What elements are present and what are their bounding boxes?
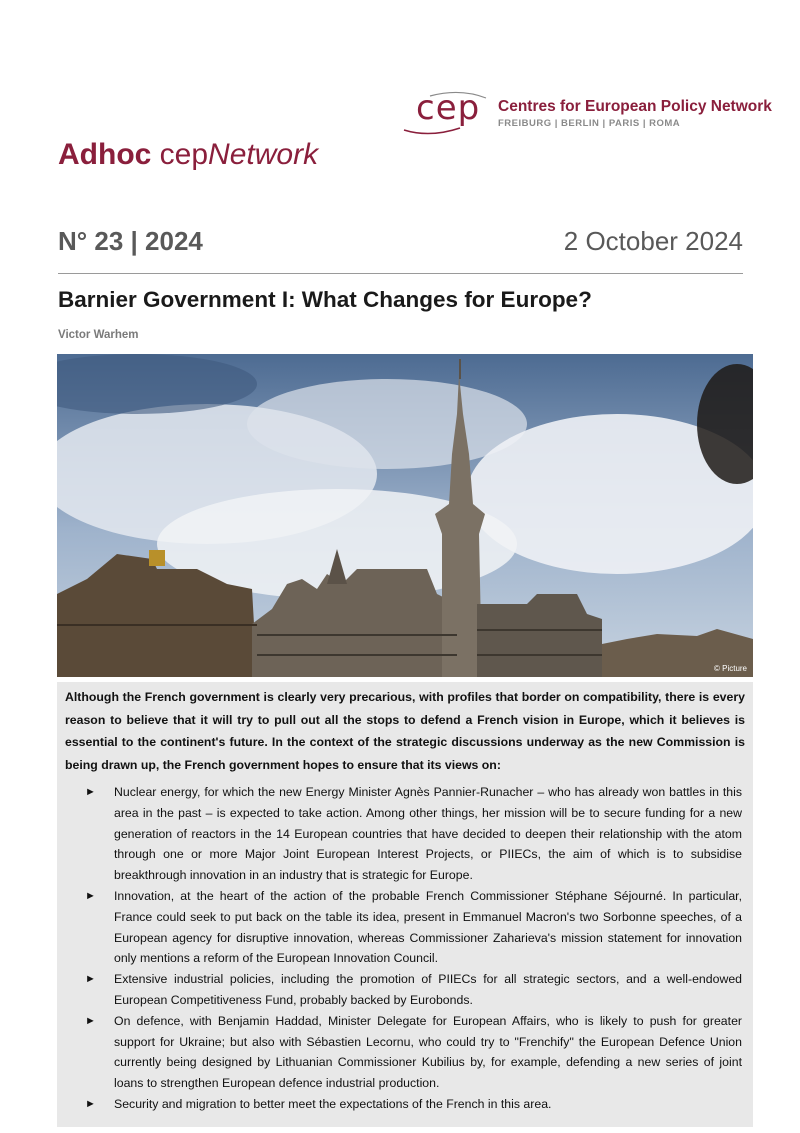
intro-paragraph: Although the French government is clearly very precarious, with profiles that border on compatibility, there is every reason to believe that it will try to pull out all the stops to defend a French vision in Europe, which it believes is essential to the continent's future. In the context of the strategic discussions underway as the new Commission is being drawn up, the French government hopes to ensure that its views on: xyxy=(65,690,745,772)
list-item xyxy=(57,1094,753,1115)
brussels-town-hall-image xyxy=(57,354,753,677)
arrow-bullet-icon: ► xyxy=(85,889,96,902)
issue-number: N° 23 | 2024 xyxy=(58,226,203,256)
page-title: Barnier Government I: What Changes for Europe? xyxy=(58,287,592,312)
network-cities: FREIBURG | BERLIN | PARIS | ROMA xyxy=(498,118,681,129)
list-item-text: Extensive industrial policies, including the promotion of PIIECs for all strategic sectors, and a well-endowed European Competitiveness Fund, probably backed by Eurobonds. xyxy=(114,972,742,1007)
list-item xyxy=(57,886,753,969)
cover-photo xyxy=(57,354,753,677)
logo-wordmark: cep xyxy=(416,88,481,128)
list-item-text: Nuclear energy, for which the new Energy Minister Agnès Pannier-Runacher – who has already won battles in this area in the past – is expected to take action. Among other things, her mission will be to secure funding for a new generation of reactors in the 14 European countries that have decided to deepen their relationship with the atom through one or more Major Joint European Interest Projects, or PIIECs, the aim of which is to subsidise breakthrough innovation in an industry that is strategic for Europe. xyxy=(114,785,742,883)
list-item xyxy=(57,969,753,1011)
series-title xyxy=(58,138,318,172)
series-cep: cep xyxy=(151,138,209,171)
list-item xyxy=(57,782,753,886)
list-item xyxy=(57,1011,753,1094)
issue-date: 2 October 2024 xyxy=(563,226,743,256)
header-divider xyxy=(58,273,743,274)
list-item-text: Innovation, at the heart of the action of the probable French Commissioner Stéphane Séjourné. In particular, France could seek to put back on the table its idea, present in Emmanuel Macron's two Sorbonne speeches, of a European agency for disruptive innovation, whereas Commissioner Zaharieva's mission statement for innovation only mentions a reform of the European Innovation Council. xyxy=(114,888,742,966)
series-adhoc: Adhoc xyxy=(58,138,152,171)
network-name: Centres for European Policy Network xyxy=(498,98,772,115)
arrow-bullet-icon: ► xyxy=(85,973,96,986)
summary-panel xyxy=(57,682,753,1127)
arrow-bullet-icon: ► xyxy=(85,1014,96,1027)
arrow-bullet-icon: ► xyxy=(85,1097,96,1110)
bullet-list xyxy=(57,782,753,1115)
author: Victor Warhem xyxy=(58,329,139,341)
cep-logo xyxy=(400,88,772,140)
arrow-bullet-icon: ► xyxy=(85,786,96,798)
list-item-text: On defence, with Benjamin Haddad, Minister Delegate for European Affairs, who is likely to push for greater support for Ukraine; but also with Sébastien Lecornu, who could try to "Frenchify" the European Defence Union currently being designed by Lithuanian Commissioner Kubilius by, for example, defending a new series of joint loans to strengthen European defence industrial production. xyxy=(114,1013,742,1091)
photo-credit: © Picture xyxy=(713,664,747,673)
list-item-text: Security and migration to better meet the expectations of the French in this area. xyxy=(114,1096,552,1111)
series-network: Network xyxy=(208,138,319,171)
